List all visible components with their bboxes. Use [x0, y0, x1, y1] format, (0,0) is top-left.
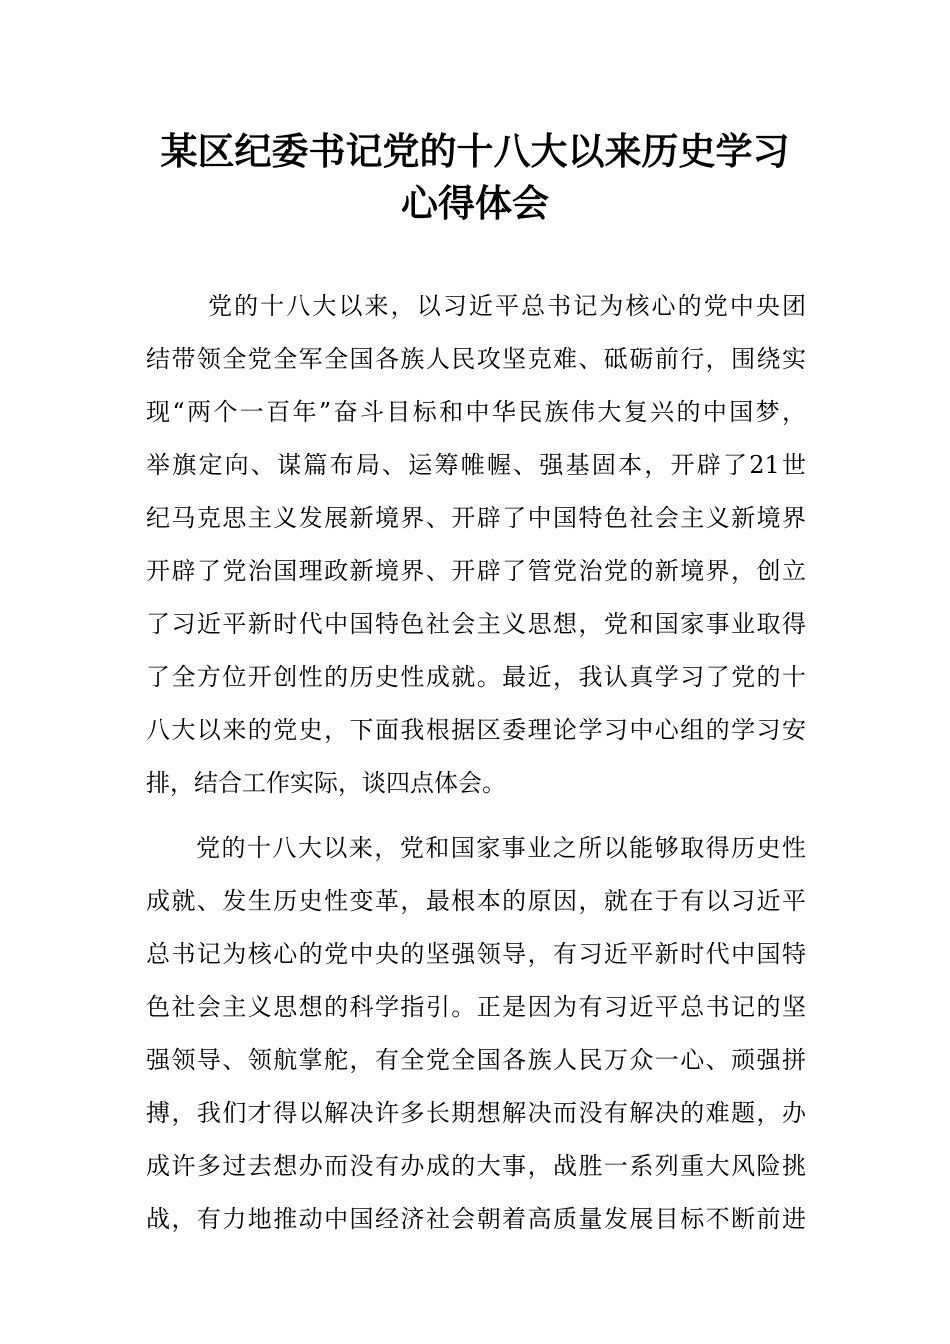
- paragraph-2-line: 成就、发生历史性变革，最根本的原因，就在于有以习近平: [146, 887, 806, 915]
- paragraph-2: [146, 822, 806, 1246]
- title-line-2: 心得体会: [401, 182, 549, 225]
- paragraph-1-line: 纪马克思主义发展新境界、开辟了中国特色社会主义新境界: [146, 504, 806, 532]
- document-title: [100, 126, 850, 230]
- paragraph-1: [146, 280, 806, 810]
- paragraph-1-line: 了全方位开创性的历史性成就。最近，我认真学习了党的十: [146, 663, 806, 691]
- paragraph-1-line: 排，结合工作实际，谈四点体会。: [146, 769, 506, 797]
- paragraph-2-line: 色社会主义思想的科学指引。正是因为有习近平总书记的坚: [146, 993, 806, 1021]
- paragraph-2-line: 搏，我们才得以解决许多长期想解决而没有解决的难题，办: [146, 1099, 806, 1127]
- paragraph-2-line: 成许多过去想办而没有办成的大事，战胜一系列重大风险挑: [146, 1152, 806, 1180]
- paragraph-2-line: 战，有力地推动中国经济社会朝着高质量发展目标不断前进: [146, 1205, 806, 1233]
- paragraph-2-line: 党的十八大以来，党和国家事业之所以能够取得历史性: [196, 834, 806, 862]
- paragraph-1-line: 结带领全党全军全国各族人民攻坚克难、砥砺前行，围绕实: [146, 345, 806, 373]
- paragraph-1-line: 党的十八大以来，以习近平总书记为核心的党中央团: [208, 292, 806, 320]
- paragraph-1-line: 开辟了党治国理政新境界、开辟了管党治党的新境界，创立: [146, 557, 806, 585]
- paragraph-2-line: 强领导、领航掌舵，有全党全国各族人民万众一心、顽强拼: [146, 1046, 806, 1074]
- title-line-1: 某区纪委书记党的十八大以来历史学习: [160, 130, 790, 173]
- paragraph-2-line: 总书记为核心的党中央的坚强领导，有习近平新时代中国特: [146, 940, 806, 968]
- paragraph-1-line: 举旗定向、谋篇布局、运筹帷幄、强基固本，开辟了21世: [146, 451, 806, 479]
- paragraph-1-line: 八大以来的党史，下面我根据区委理论学习中心组的学习安: [146, 716, 806, 744]
- paragraph-1-line: 现“两个一百年”奋斗目标和中华民族伟大复兴的中国梦，: [146, 398, 806, 426]
- paragraph-1-line: 了习近平新时代中国特色社会主义思想，党和国家事业取得: [146, 610, 806, 638]
